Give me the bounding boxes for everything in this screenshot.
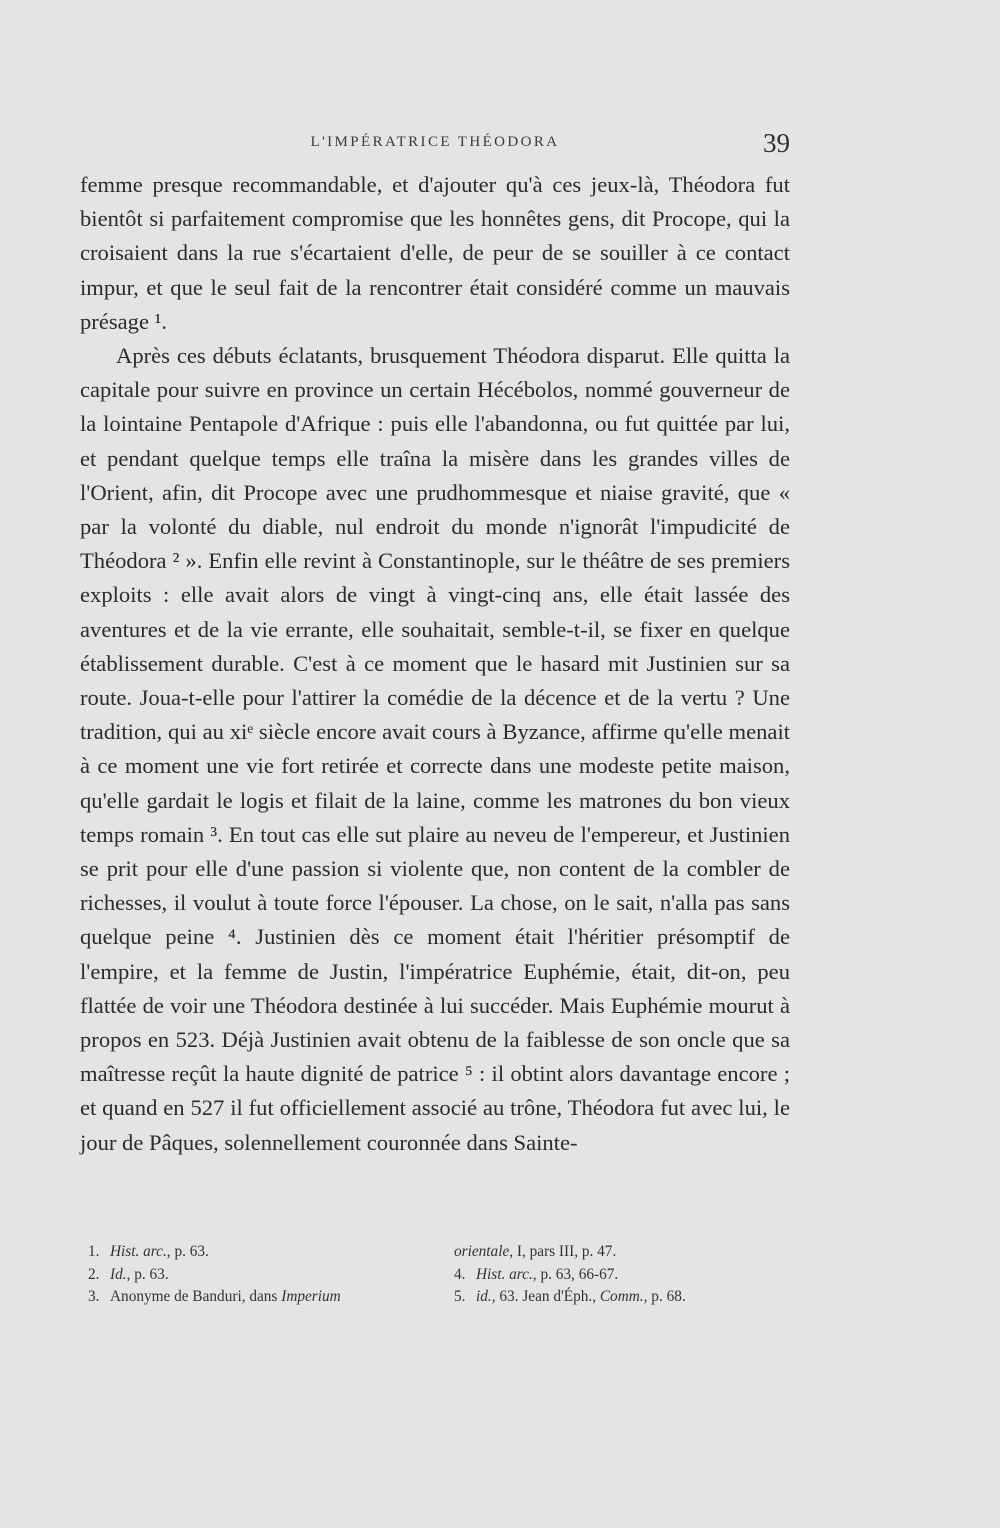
footnote-4: 4. Hist. arc., p. 63, 66-67. — [454, 1265, 619, 1283]
body-text — [80, 168, 790, 1160]
footnotes-right-column — [454, 1241, 686, 1309]
footnote-3: 3. Anonyme de Banduri, dans Imperium — [88, 1288, 341, 1305]
footnotes-left-column — [88, 1241, 341, 1309]
running-title: L'IMPÉRATRICE THÉODORA — [310, 134, 560, 150]
footnote-2: 2. Id., p. 63. — [88, 1265, 169, 1283]
footnote-1: 1. Hist. arc., p. 63. — [88, 1243, 209, 1260]
paragraph-1: femme presque recommandable, et d'ajouter qu'à ces jeux-là, Théodora fut bientôt si parfaitement compromise que les honnêtes gens, dit Procope, qui la croisaient dans la rue s'écartaient d'elle, de peur de se souiller à ce contact impur, et que le seul fait de la rencontrer était considéré comme un mauvais présage ¹. — [80, 172, 790, 334]
footnote-3-continued: orientale, I, pars III, p. 47. — [454, 1243, 617, 1260]
footnote-5: 5. id., 63. Jean d'Éph., Comm., p. 68. — [454, 1288, 686, 1305]
running-head — [80, 128, 790, 164]
page-number: 39 — [763, 128, 790, 158]
paragraph-2: Après ces débuts éclatants, brusquement Théodora disparut. Elle quitta la capitale pour suivre en province un certain Hécébolos, nommé gouverneur de la lointaine Pentapole d'Afrique : puis elle l'abandonna, ou fut quittée par lui, et pendant quelque temps elle traîna la misère dans les grandes villes de l'Orient, afin, dit Procope avec une prudhommesque et niaise gravité, que « par la volonté du diable, nul endroit du monde n'ignorât l'impudicité de Théodora ² ». Enfin elle revint à Constantinople, sur le théâtre de ses premiers exploits : elle avait alors de vingt à vingt-cinq ans, elle était lassée des aventures et de la vie errante, elle souhaitait, semble-t-il, se fixer en quelque établissement durable. C'est à ce moment que le hasard mit Justinien sur sa route. Joua-t-elle pour l'attirer la comédie de la décence et de la vertu ? Une tradition, qui au xiᵉ siècle encore avait cours à Byzance, affirme qu'elle menait à ce moment une vie fort retirée et correcte dans une modeste petite maison, qu'elle gardait le logis et filait de la laine, comme les matrones du bon vieux temps romain ³. En tout cas elle sut plaire au neveu de l'empereur, et Justinien se prit pour elle d'une passion si violente que, non content de la combler de richesses, il voulut à toute force l'épouser. La chose, on le sait, n'alla pas sans quelque peine ⁴. Justinien dès ce moment était l'héritier présomptif de l'empire, et la femme de Justin, l'impératrice Euphémie, était, dit-on, peu flattée de voir une Théodora destinée à lui succéder. Mais Euphémie mourut à propos en 523. Déjà Justinien avait obtenu de la faiblesse de son oncle que sa maîtresse reçût la haute dignité de patrice ⁵ : il obtint alors davantage encore ; et quand en 527 il fut officiellement associé au trône, Théodora fut avec lui, le jour de Pâques, solennellement couronnée dans Sainte- — [80, 343, 790, 1155]
